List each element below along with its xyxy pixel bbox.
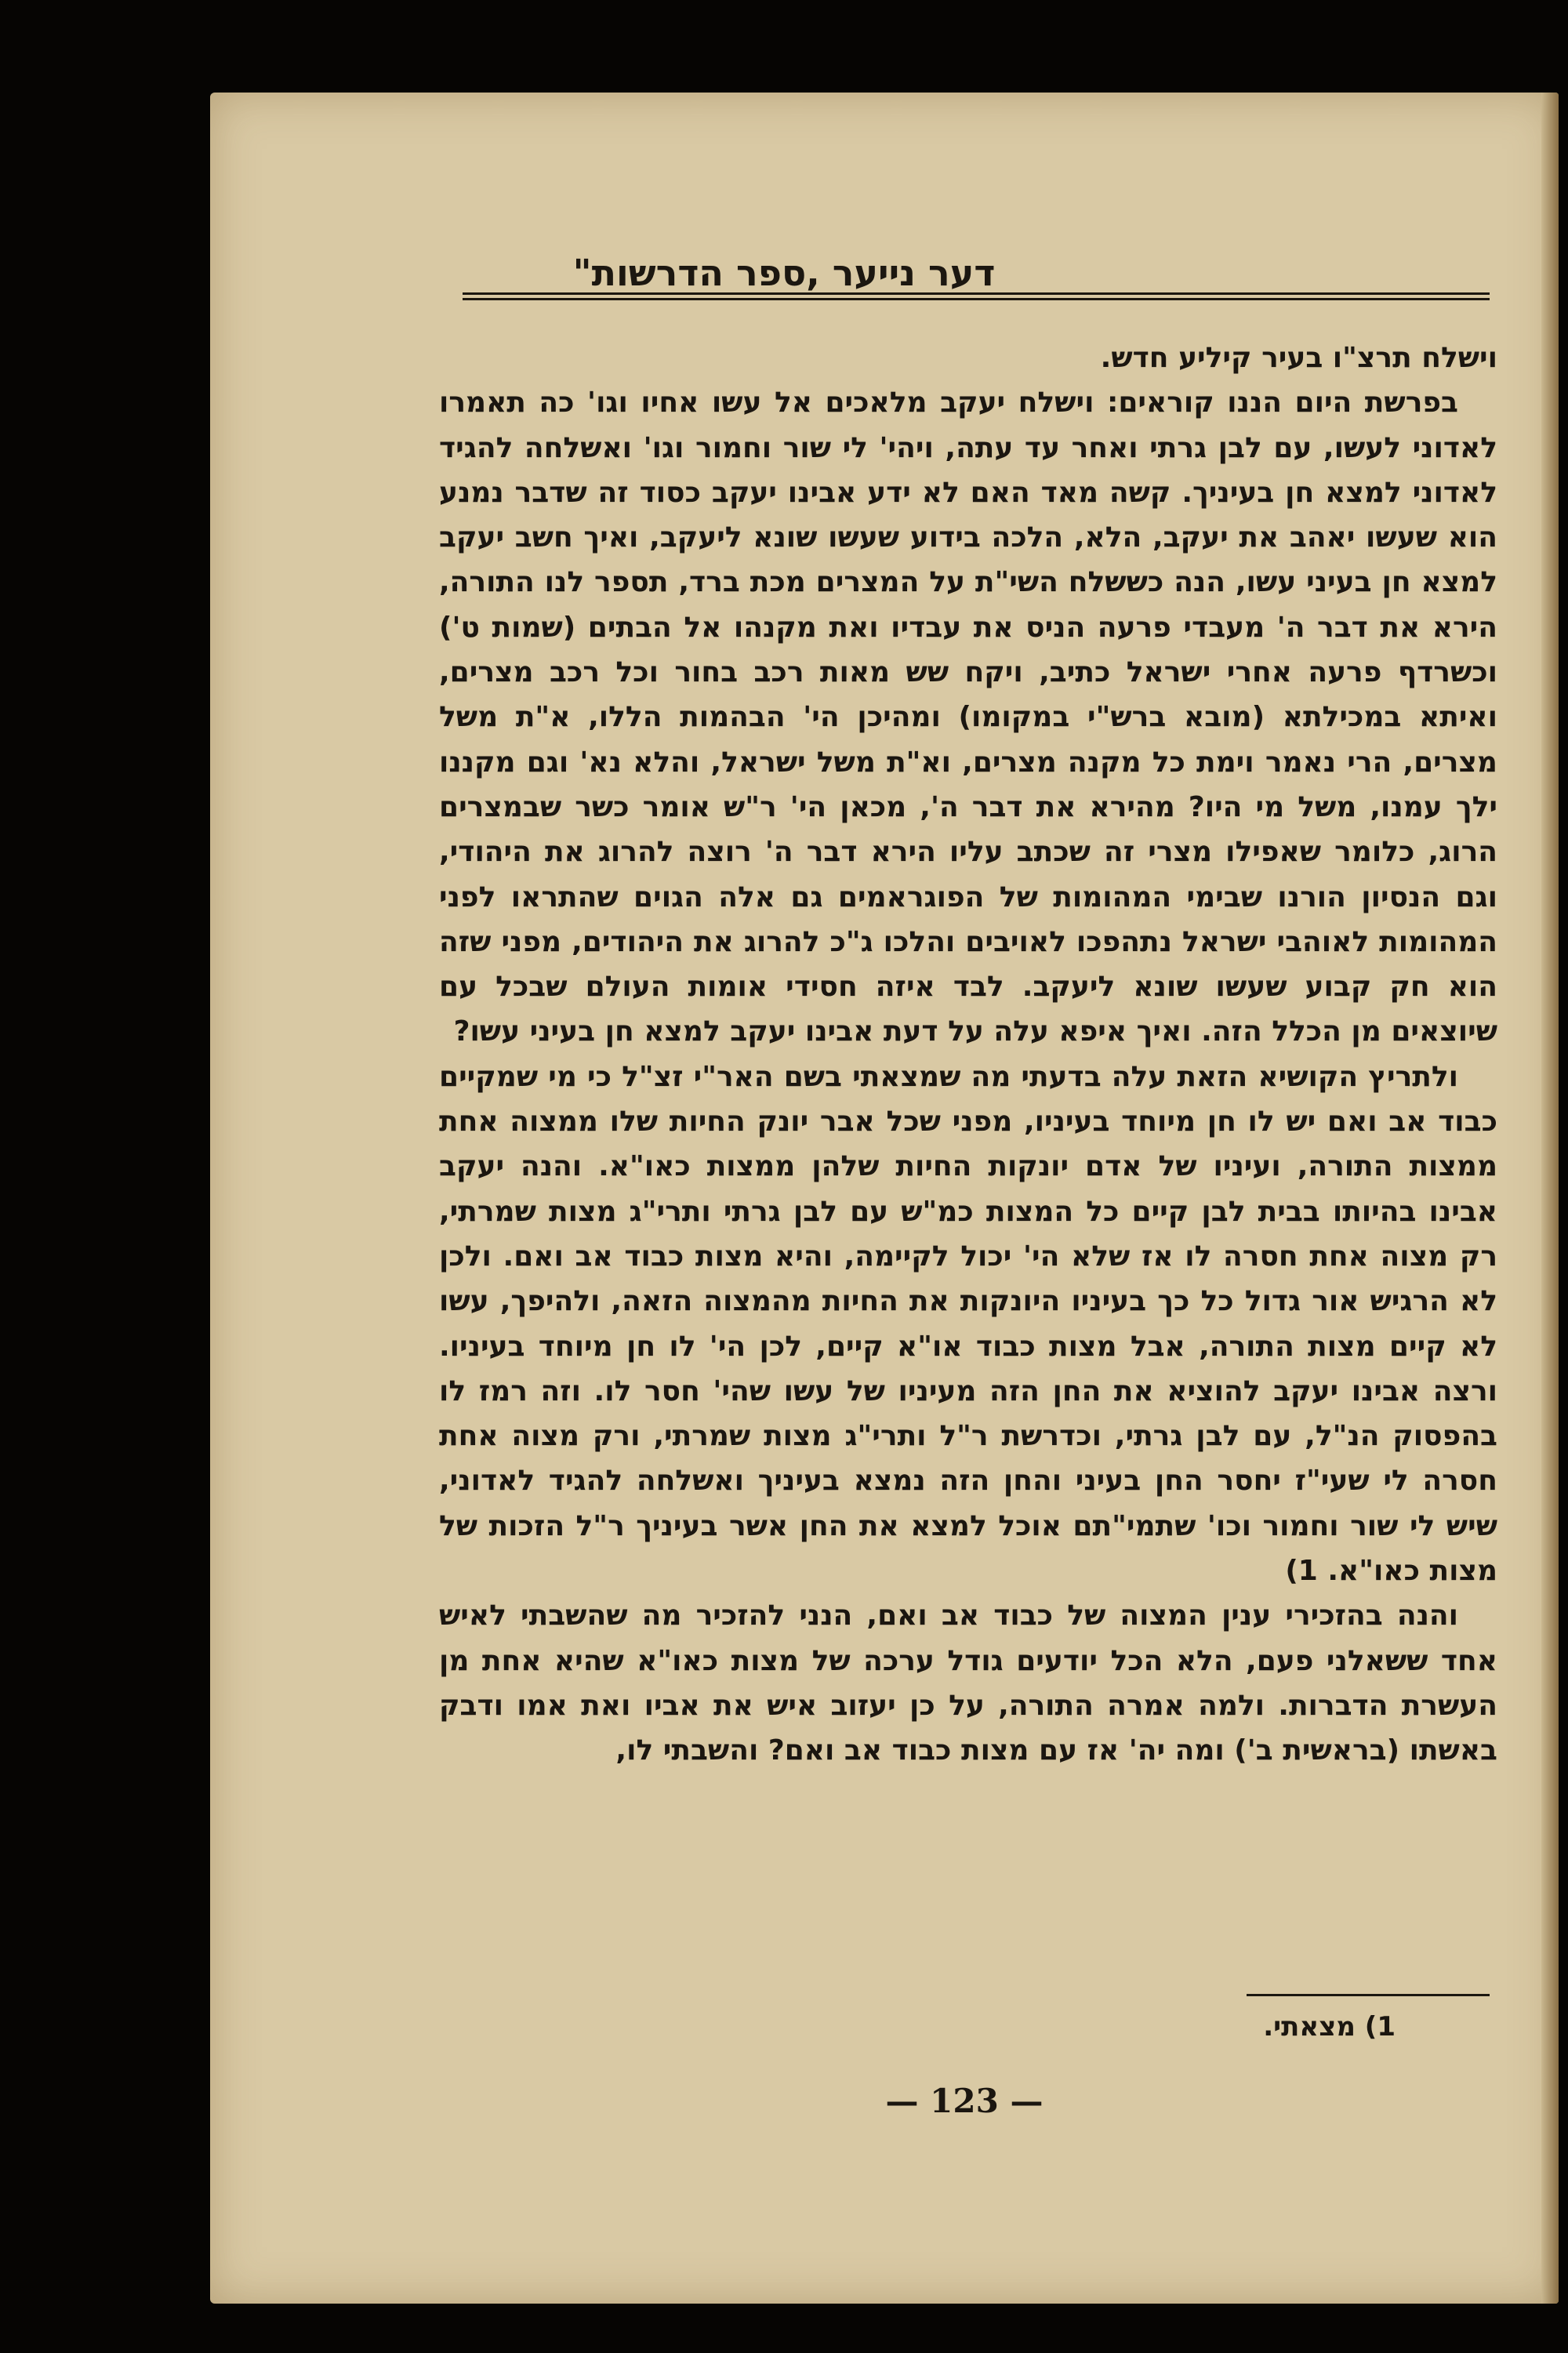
running-header: דער נייער ,ספר הדרשות" [572, 252, 996, 294]
page-gutter [1541, 93, 1559, 2304]
sermon-title-line: וישלח תרצ"ו בעיר קיליע חדש. [1100, 342, 1497, 374]
footnote: 1) מצאתי. [1263, 2011, 1396, 2043]
page-number: — 123 — [885, 2082, 1044, 2120]
paragraph-2: ולתריץ הקושיא הזאת עלה בדעתי מה שמצאתי בשם האר"י זצ"ל כי מי שמקיים כבוד אב ואם יש לו חן מיוחד בעיניו, מפני שכל אבר יונק החיות שלו ממצוה אחת ממצות התורה, ועיניו של אדם יונקות החיות שלהן ממצות כאו"א. והנה יעקב אבינו בהיותו בבית לבן קיים כל המצות כמ"ש עם לבן גרתי ותרי"ג מצות שמרתי, רק מצוה אחת חסרה לו אז שלא הי' יכול לקיימה, והיא מצות כבוד אב ואם. ולכן לא הרגיש אור גדול כל כך בעיניו היונקות את החיות מהמצוה הזאה, ולהיפך, עשו לא קיים מצות התורה, אבל מצות כבוד או"א קיים, לכן הי' לו חן מיוחד בעיניו. ורצה אבינו יעקב להוציא את החן הזה מעיניו של עשו שהי' חסר לו. וזה רמז לו בהפסוק הנ"ל, עם לבן גרתי, וכדרשת ר"ל ותרי"ג מצות שמרתי, ורק מצוה אחת חסרה לי שעי"ז יחסר החן בעיני והחן הזה נמצא בעיניך ואשלחה להגיד לאדוני, שיש לי שור וחמור וכו' שתמי"תם אוכל למצא את החן אשר בעיניך ר"ל הזכות של מצות כאו"א. 1) [439, 1060, 1497, 1588]
main-text [439, 336, 1497, 1774]
paragraph-1: בפרשת היום הננו קוראים: וישלח יעקב מלאכים אל עשו אחיו וגו' כה תאמרו לאדוני לעשו, עם לבן גרתי ואחר עד עתה, ויהי' לי שור וחמור וגו' ואשלחה להגיד לאדוני למצא חן בעיניך. קשה מאד האם לא ידע אבינו יעקב כסוד זה שדבר נמנע הוא שעשו יאהב את יעקב, הלא, הלכה בידוע שעשו שונא ליעקב, ואיך חשב יעקב למצא חן בעיני עשו, הנה כששלח השי"ת על המצרים מכת ברד, תספר לנו התורה, הירא את דבר ה' מעבדי פרעה הניס את עבדיו ואת מקנהו אל הבתים (שמות ט') וכשרדף פרעה אחרי ישראל כתיב, ויקח שש מאות רכב בחור וכל רכב מצרים, ואיתא במכילתא (מובא ברש"י במקומו) ומהיכן הי' הבהמות הללו, א"ת משל מצרים, הרי נאמר וימת כל מקנה מצרים, וא"ת משל ישראל, והלא נא' וגם מקננו ילך עמנו, משל מי היו? מהירא את דבר ה', מכאן הי' ר"ש אומר כשר שבמצרים הרוג, כלומר שאפילו מצרי זה שכתב עליו הירא דבר ה' רוצה להרוג את היהודי, וגם הנסיון הורנו שבימי המהומות של הפוגראמים גם אלה הגוים שהתראו לפני המהומות לאוהבי ישראל נתהפכו לאויבים והלכו ג"כ להרוג את היהודים, מפני שזה הוא חק קבוע שעשו שונא ליעקב. לבד איזה חסידי אומות העולם שבכל עם שיוצאים מן הכלל הזה. ואיך איפא עלה על דעת אבינו יעקב למצא חן בעיני עשו? [439, 387, 1497, 1048]
header-double-rule [463, 292, 1490, 300]
footnote-rule [1247, 1994, 1490, 1996]
paragraph-3: והנה בהזכירי ענין המצוה של כבוד אב ואם, הנני להזכיר מה שהשבתי לאיש אחד ששאלני פעם, הלא הכל יודעים גודל ערכה של מצות כאו"א שהיא אחת מן העשרת הדברות. ולמה אמרה התורה, על כן יעזוב איש את אביו ואת אמו ודבק באשתו (בראשית ב') ומה יה' אז עם מצות כבוד אב ואם? והשבתי לו, [439, 1600, 1497, 1767]
